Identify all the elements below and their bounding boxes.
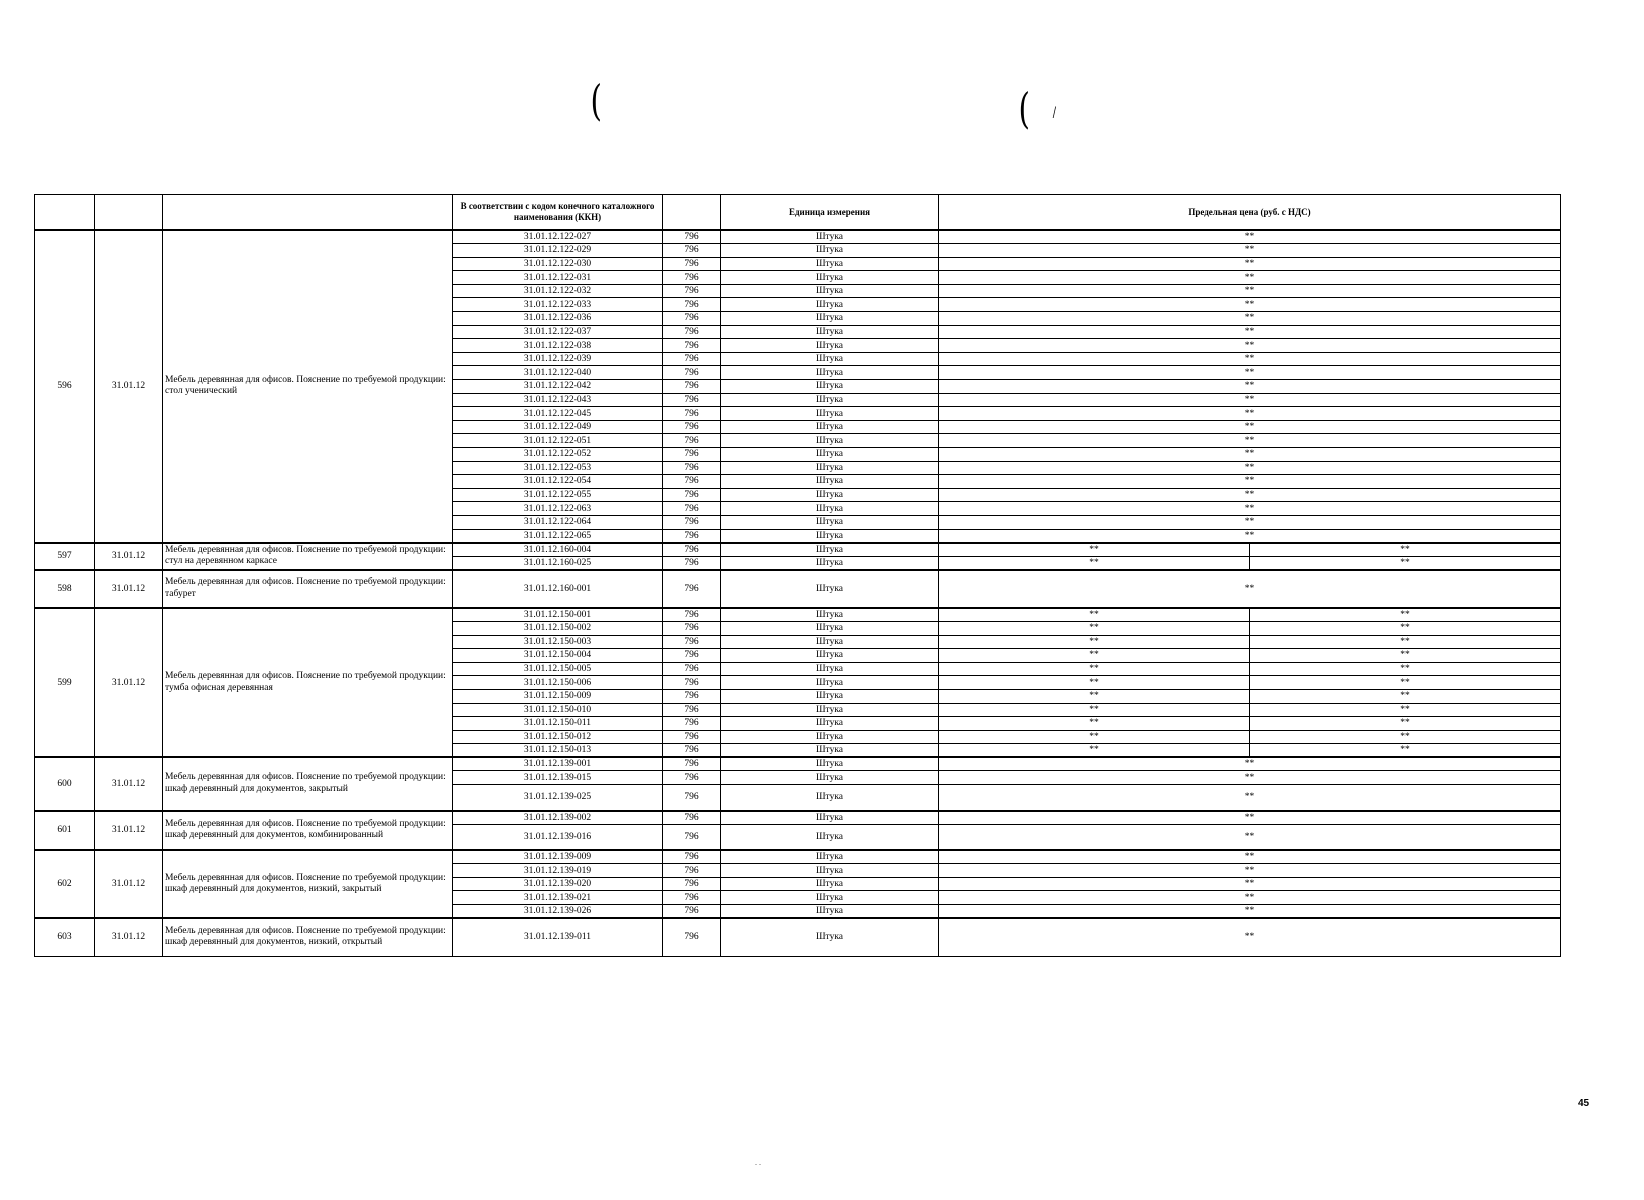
price-cell: ** [1250,703,1561,717]
scan-mark-left: ( [590,76,602,125]
okei-code: 796 [663,420,721,434]
kkn-code: 31.01.12.139-026 [453,905,663,919]
table-body [35,230,1561,956]
item-number: 597 [35,543,95,570]
price-cell: ** [939,730,1250,744]
kkn-code: 31.01.12.150-006 [453,676,663,690]
unit-of-measure: Штука [721,757,939,771]
unit-of-measure: Штука [721,312,939,326]
unit-of-measure: Штука [721,257,939,271]
kkn-code: 31.01.12.139-025 [453,785,663,811]
unit-of-measure: Штука [721,461,939,475]
price-cell: ** [939,366,1561,380]
item-number: 601 [35,811,95,851]
okei-code: 796 [663,703,721,717]
price-cell: ** [939,434,1561,448]
kkn-code: 31.01.12.150-009 [453,689,663,703]
unit-of-measure: Штука [721,662,939,676]
table-row [35,230,1561,244]
okei-code: 796 [663,621,721,635]
okei-code: 796 [663,689,721,703]
item-number: 602 [35,850,95,918]
item-description: Мебель деревянная для офисов. Пояснение по требуемой продукции: шкаф деревянный для документов, низкий, закрытый [163,850,453,918]
kkn-code: 31.01.12.139-016 [453,824,663,850]
price-cell: ** [939,502,1561,516]
unit-of-measure: Штука [721,393,939,407]
kkn-code: 31.01.12.122-031 [453,271,663,285]
price-cell: ** [939,689,1250,703]
okpd-code: 31.01.12 [95,918,163,956]
unit-of-measure: Штука [721,366,939,380]
price-cell: ** [939,556,1250,570]
item-description: Мебель деревянная для офисов. Пояснение по требуемой продукции: шкаф деревянный для документов, закрытый [163,757,453,810]
price-cell: ** [939,325,1561,339]
unit-of-measure: Штука [721,918,939,956]
okei-code: 796 [663,448,721,462]
price-cell: ** [939,771,1561,785]
okei-code: 796 [663,325,721,339]
unit-of-measure: Штука [721,621,939,635]
price-cell: ** [939,312,1561,326]
unit-of-measure: Штука [721,529,939,543]
okei-code: 796 [663,676,721,690]
price-cell: ** [939,339,1561,353]
kkn-code: 31.01.12.150-004 [453,649,663,663]
item-description: Мебель деревянная для офисов. Пояснение по требуемой продукции: тумба офисная деревянная [163,608,453,758]
kkn-code: 31.01.12.122-032 [453,284,663,298]
kkn-code: 31.01.12.122-038 [453,339,663,353]
price-cell: ** [939,608,1250,622]
header-row [35,195,1561,231]
okei-code: 796 [663,771,721,785]
unit-of-measure: Штука [721,448,939,462]
kkn-code: 31.01.12.150-001 [453,608,663,622]
price-cell: ** [939,284,1561,298]
item-number: 598 [35,570,95,608]
unit-of-measure: Штука [721,543,939,557]
kkn-code: 31.01.12.150-012 [453,730,663,744]
price-cell: ** [939,230,1561,244]
okei-code: 796 [663,918,721,956]
price-cell: ** [939,850,1561,864]
price-cell: ** [939,785,1561,811]
price-cell: ** [939,352,1561,366]
okpd-code: 31.01.12 [95,543,163,570]
okei-code: 796 [663,352,721,366]
okei-code: 796 [663,461,721,475]
price-cell: ** [939,717,1250,731]
okei-code: 796 [663,905,721,919]
item-number: 596 [35,230,95,543]
unit-of-measure: Штука [721,556,939,570]
okei-code: 796 [663,717,721,731]
unit-of-measure: Штука [721,785,939,811]
unit-of-measure: Штука [721,717,939,731]
price-cell: ** [1250,662,1561,676]
okei-code: 796 [663,608,721,622]
table-row [35,811,1561,825]
price-cell: ** [939,380,1561,394]
kkn-code: 31.01.12.122-036 [453,312,663,326]
okei-code: 796 [663,785,721,811]
kkn-code: 31.01.12.122-033 [453,298,663,312]
kkn-code: 31.01.12.122-045 [453,407,663,421]
price-cell: ** [939,905,1561,919]
header-okei [663,195,721,231]
price-cell: ** [939,918,1561,956]
table-row [35,757,1561,771]
unit-of-measure: Штука [721,744,939,758]
unit-of-measure: Штука [721,475,939,489]
okei-code: 796 [663,515,721,529]
kkn-code: 31.01.12.122-065 [453,529,663,543]
price-cell: ** [1250,621,1561,635]
item-number: 600 [35,757,95,810]
kkn-code: 31.01.12.150-010 [453,703,663,717]
unit-of-measure: Штука [721,864,939,878]
price-cell: ** [1250,543,1561,557]
unit-of-measure: Штука [721,271,939,285]
okei-code: 796 [663,556,721,570]
kkn-code: 31.01.12.122-052 [453,448,663,462]
okei-code: 796 [663,662,721,676]
okei-code: 796 [663,366,721,380]
okei-code: 796 [663,757,721,771]
unit-of-measure: Штука [721,771,939,785]
okei-code: 796 [663,434,721,448]
header-name [163,195,453,231]
okei-code: 796 [663,257,721,271]
okei-code: 796 [663,730,721,744]
unit-of-measure: Штука [721,811,939,825]
kkn-code: 31.01.12.122-049 [453,420,663,434]
header-num [35,195,95,231]
price-cell: ** [1250,608,1561,622]
unit-of-measure: Штука [721,488,939,502]
kkn-code: 31.01.12.122-027 [453,230,663,244]
kkn-code: 31.01.12.150-011 [453,717,663,731]
kkn-code: 31.01.12.122-029 [453,244,663,258]
item-number: 599 [35,608,95,758]
price-cell: ** [939,271,1561,285]
okei-code: 796 [663,393,721,407]
okei-code: 796 [663,502,721,516]
unit-of-measure: Штука [721,703,939,717]
unit-of-measure: Штука [721,905,939,919]
kkn-code: 31.01.12.150-003 [453,635,663,649]
kkn-code: 31.01.12.139-021 [453,891,663,905]
okpd-code: 31.01.12 [95,570,163,608]
unit-of-measure: Штука [721,325,939,339]
kkn-code: 31.01.12.122-054 [453,475,663,489]
kkn-code: 31.01.12.150-013 [453,744,663,758]
okpd-code: 31.01.12 [95,757,163,810]
okei-code: 796 [663,744,721,758]
price-cell: ** [1250,689,1561,703]
price-cell: ** [939,703,1250,717]
kkn-code: 31.01.12.160-025 [453,556,663,570]
kkn-code: 31.01.12.139-001 [453,757,663,771]
okpd-code: 31.01.12 [95,850,163,918]
unit-of-measure: Штука [721,570,939,608]
table-row [35,543,1561,557]
kkn-code: 31.01.12.122-051 [453,434,663,448]
unit-of-measure: Штука [721,730,939,744]
kkn-code: 31.01.12.139-019 [453,864,663,878]
okei-code: 796 [663,543,721,557]
price-table [34,194,1561,957]
okei-code: 796 [663,811,721,825]
okei-code: 796 [663,407,721,421]
kkn-code: 31.01.12.122-063 [453,502,663,516]
header-okpd [95,195,163,231]
okei-code: 796 [663,271,721,285]
scan-mark-right: ( [1018,84,1030,133]
price-cell: ** [939,570,1561,608]
item-description: Мебель деревянная для офисов. Пояснение по требуемой продукции: шкаф деревянный для документов, низкий, открытый [163,918,453,956]
okei-code: 796 [663,230,721,244]
kkn-code: 31.01.12.122-042 [453,380,663,394]
unit-of-measure: Штука [721,502,939,516]
kkn-code: 31.01.12.122-053 [453,461,663,475]
kkn-code: 31.01.12.122-055 [453,488,663,502]
price-cell: ** [1250,744,1561,758]
price-cell: ** [939,420,1561,434]
unit-of-measure: Штука [721,380,939,394]
unit-of-measure: Штука [721,352,939,366]
price-cell: ** [939,824,1561,850]
price-cell: ** [939,475,1561,489]
kkn-code: 31.01.12.122-039 [453,352,663,366]
unit-of-measure: Штука [721,635,939,649]
kkn-code: 31.01.12.122-030 [453,257,663,271]
unit-of-measure: Штука [721,407,939,421]
item-description: Мебель деревянная для офисов. Пояснение по требуемой продукции: шкаф деревянный для документов, комбинированный [163,811,453,851]
price-cell: ** [939,448,1561,462]
price-cell: ** [939,543,1250,557]
unit-of-measure: Штука [721,676,939,690]
kkn-code: 31.01.12.139-020 [453,877,663,891]
scan-dots: . . [755,1158,761,1167]
price-cell: ** [939,877,1561,891]
okei-code: 796 [663,488,721,502]
price-cell: ** [939,811,1561,825]
price-cell: ** [1250,649,1561,663]
unit-of-measure: Штука [721,877,939,891]
price-cell: ** [939,662,1250,676]
price-cell: ** [939,407,1561,421]
price-cell: ** [939,515,1561,529]
kkn-code: 31.01.12.122-037 [453,325,663,339]
okei-code: 796 [663,284,721,298]
unit-of-measure: Штука [721,244,939,258]
price-cell: ** [1250,730,1561,744]
kkn-code: 31.01.12.139-002 [453,811,663,825]
item-description: Мебель деревянная для офисов. Пояснение по требуемой продукции: стол ученический [163,230,453,543]
unit-of-measure: Штука [721,850,939,864]
kkn-code: 31.01.12.139-011 [453,918,663,956]
okei-code: 796 [663,529,721,543]
price-cell: ** [939,891,1561,905]
okei-code: 796 [663,380,721,394]
okei-code: 796 [663,312,721,326]
price-cell: ** [939,744,1250,758]
okpd-code: 31.01.12 [95,608,163,758]
unit-of-measure: Штука [721,420,939,434]
kkn-code: 31.01.12.150-005 [453,662,663,676]
page-number: 45 [1578,1098,1590,1109]
price-cell: ** [939,649,1250,663]
unit-of-measure: Штука [721,284,939,298]
price-cell: ** [939,461,1561,475]
price-cell: ** [939,257,1561,271]
okei-code: 796 [663,824,721,850]
okpd-code: 31.01.12 [95,230,163,543]
header-unit: Единица измерения [721,195,939,231]
kkn-code: 31.01.12.122-040 [453,366,663,380]
item-description: Мебель деревянная для офисов. Пояснение по требуемой продукции: табурет [163,570,453,608]
kkn-code: 31.01.12.160-004 [453,543,663,557]
okpd-code: 31.01.12 [95,811,163,851]
price-cell: ** [939,488,1561,502]
kkn-code: 31.01.12.139-009 [453,850,663,864]
okei-code: 796 [663,570,721,608]
price-cell: ** [939,298,1561,312]
kkn-code: 31.01.12.160-001 [453,570,663,608]
unit-of-measure: Штука [721,608,939,622]
kkn-code: 31.01.12.150-002 [453,621,663,635]
unit-of-measure: Штука [721,891,939,905]
okei-code: 796 [663,864,721,878]
scan-mark-tick: / [1052,105,1057,121]
okei-code: 796 [663,635,721,649]
unit-of-measure: Штука [721,689,939,703]
unit-of-measure: Штука [721,434,939,448]
table-row [35,918,1561,956]
price-cell: ** [1250,635,1561,649]
price-cell: ** [939,393,1561,407]
kkn-code: 31.01.12.122-043 [453,393,663,407]
header-kkn: В соответствии с кодом конечного каталожного наименования (ККН) [453,195,663,231]
unit-of-measure: Штука [721,230,939,244]
price-cell: ** [939,621,1250,635]
okei-code: 796 [663,339,721,353]
okei-code: 796 [663,649,721,663]
unit-of-measure: Штука [721,824,939,850]
unit-of-measure: Штука [721,298,939,312]
item-description: Мебель деревянная для офисов. Пояснение по требуемой продукции: стул на деревянном каркасе [163,543,453,570]
kkn-code: 31.01.12.139-015 [453,771,663,785]
okei-code: 796 [663,877,721,891]
unit-of-measure: Штука [721,339,939,353]
price-cell: ** [939,864,1561,878]
okei-code: 796 [663,850,721,864]
okei-code: 796 [663,298,721,312]
table-row [35,570,1561,608]
unit-of-measure: Штука [721,649,939,663]
unit-of-measure: Штука [721,515,939,529]
item-number: 603 [35,918,95,956]
okei-code: 796 [663,244,721,258]
price-cell: ** [1250,676,1561,690]
price-cell: ** [939,244,1561,258]
kkn-code: 31.01.12.122-064 [453,515,663,529]
price-cell: ** [939,757,1561,771]
price-cell: ** [939,635,1250,649]
price-cell: ** [1250,717,1561,731]
okei-code: 796 [663,891,721,905]
table-row [35,850,1561,864]
table-row [35,608,1561,622]
okei-code: 796 [663,475,721,489]
price-cell: ** [939,676,1250,690]
price-cell: ** [1250,556,1561,570]
price-cell: ** [939,529,1561,543]
header-price: Предельная цена (руб. с НДС) [939,195,1561,231]
